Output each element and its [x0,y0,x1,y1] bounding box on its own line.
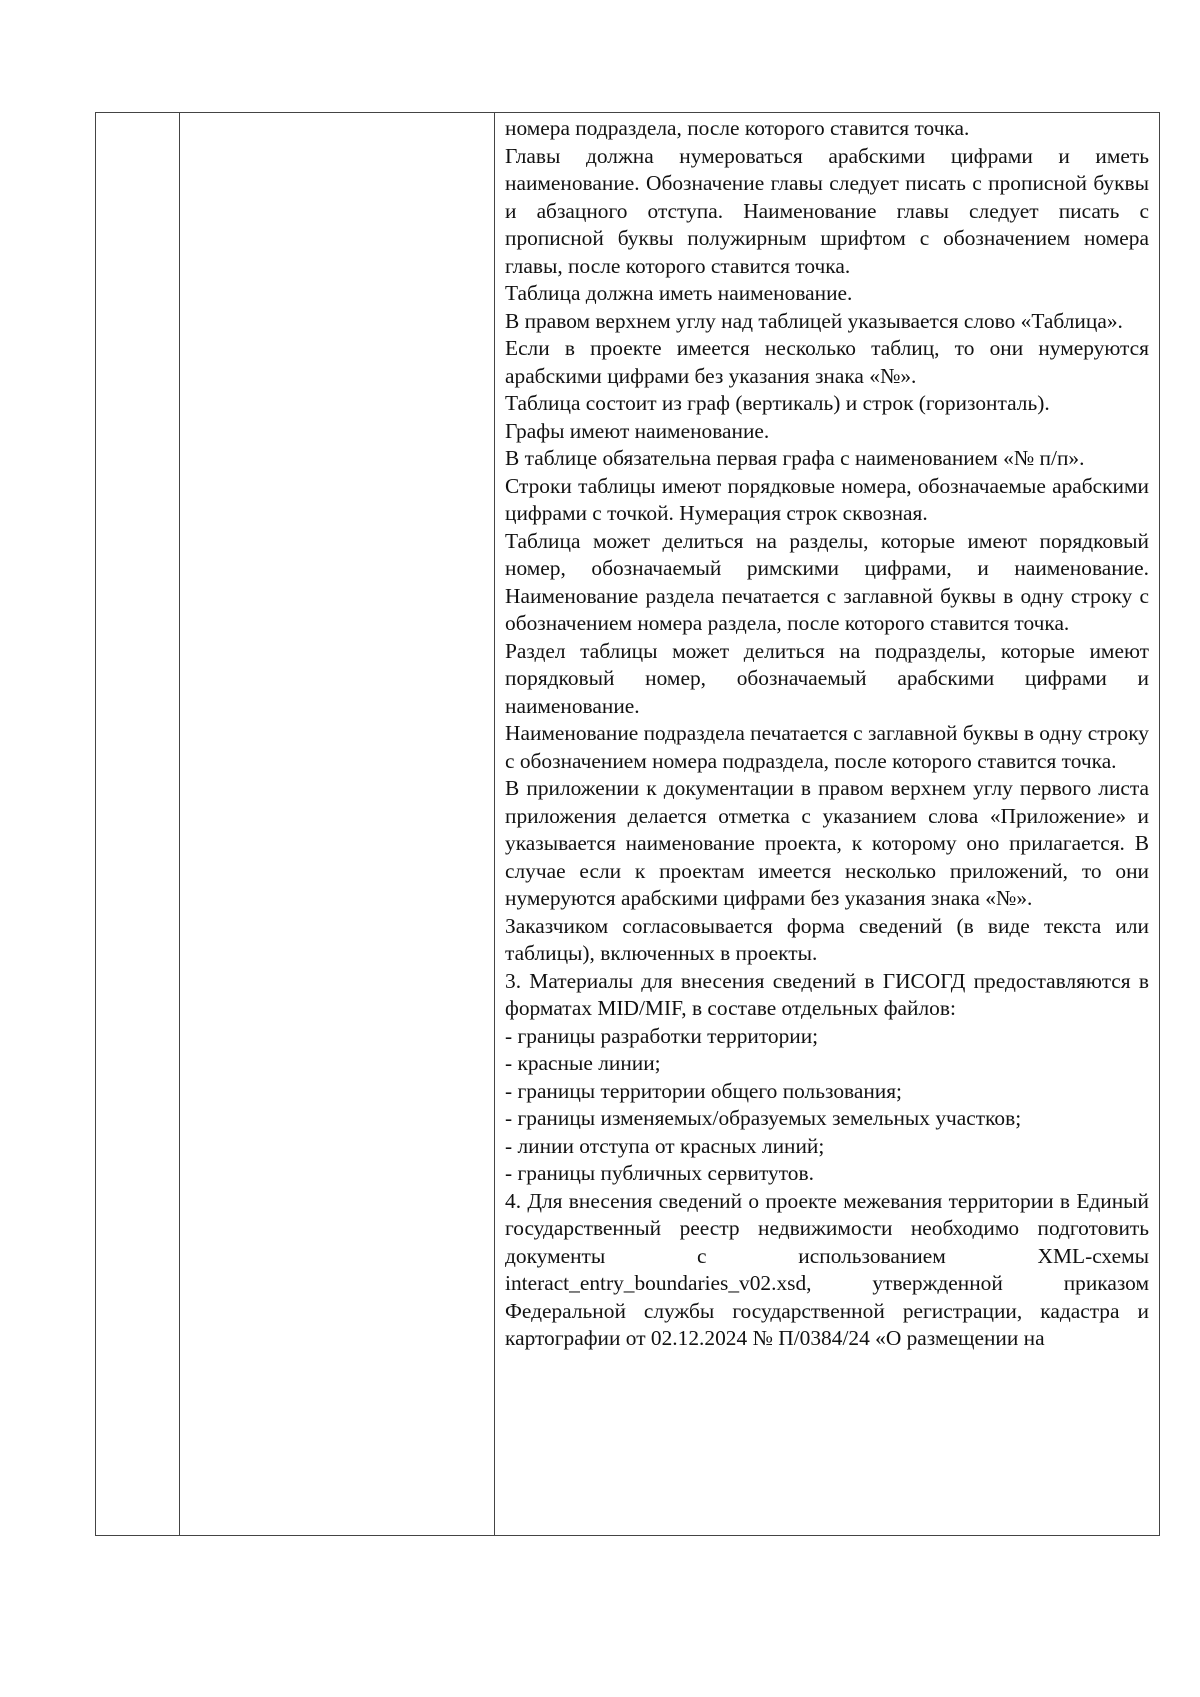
paragraph: Раздел таблицы может делиться на подразделы, которые имеют порядковый номер, обозначаемый арабскими цифрами и наименование. [505,638,1149,718]
list-item: - линии отступа от красных линий; [505,1133,825,1158]
requirements-table [95,112,1160,1536]
paragraph: Если в проекте имеется несколько таблиц, то они нумеруются арабскими цифрами без указания знака «№». [505,336,1149,388]
paragraph: Таблица должна иметь наименование. [505,281,853,305]
paragraph: 4. Для внесения сведений о проекте межевания территории в Единый государственный реестр недвижимости необходимо подготовить документы с использованием XML-схемы interact_entry_boundaries_v02.xsd, утвержденной приказом Федеральной службы государственной регистрации, кадастра и картографии от 02.12.2024 № П/0384/24 «О размещении на [505,1188,1149,1350]
paragraph: В приложении к документации в правом верхнем углу первого листа приложения делается отметка с указанием слова «Приложение» и указывается наименование проекта, к которому оно прилагается. В случае если к проектам имеется несколько приложений, то они нумеруются арабскими цифрами без указания знака «№». [505,776,1149,910]
paragraph: В правом верхнем углу над таблицей указывается слово «Таблица». [505,308,1123,333]
section-name-cell [180,113,495,1536]
paragraph: Главы должна нумероваться арабскими цифрами и иметь наименование. Обозначение главы следует писать с прописной буквы и абзацного отступа. Наименование главы следует писать с прописной буквы полужирным шрифтом с обозначением номера главы, после которого ставится точка. [505,143,1149,278]
paragraph: Таблица может делиться на разделы, которые имеют порядковый номер, обозначаемый римскими цифрами, и наименование. Наименование раздела печатается с заглавной буквы в одну строку с обозначением номера раздела, после которого ставится точка. [505,528,1149,635]
requirements-cell [495,113,1160,1536]
list-item: - границы публичных сервитутов. [505,1161,814,1185]
list-item: - границы территории общего пользования; [505,1078,903,1103]
list-item: - границы разработки территории; [505,1023,819,1048]
paragraph: Графы имеют наименование. [505,418,770,443]
paragraph: Наименование подраздела печатается с заглавной буквы в одну строку с обозначением номера подраздела, после которого ставится точка. [505,721,1149,773]
paragraph: Заказчиком согласовывается форма сведений (в виде текста или таблицы), включенных в проекты. [505,913,1149,965]
paragraph: В таблице обязательна первая графа с наименованием «№ п/п». [505,446,1085,470]
paragraph: Таблица состоит из граф (вертикаль) и строк (горизонталь). [505,391,1050,415]
paragraph: Строки таблицы имеют порядковые номера, обозначаемые арабскими цифрами с точкой. Нумерация строк сквозная. [505,473,1149,525]
requirements-text [495,113,1159,1353]
table-row [96,113,1160,1536]
list-item: - красные линии; [505,1051,661,1075]
paragraph: номера подраздела, после которого ставится точка. [505,116,970,140]
list-item: - границы изменяемых/образуемых земельных участков; [505,1106,1022,1130]
paragraph: 3. Материалы для внесения сведений в ГИСОГД предоставляются в форматах MID/MIF, в составе отдельных файлов: [505,968,1149,1020]
number-cell [96,113,180,1536]
